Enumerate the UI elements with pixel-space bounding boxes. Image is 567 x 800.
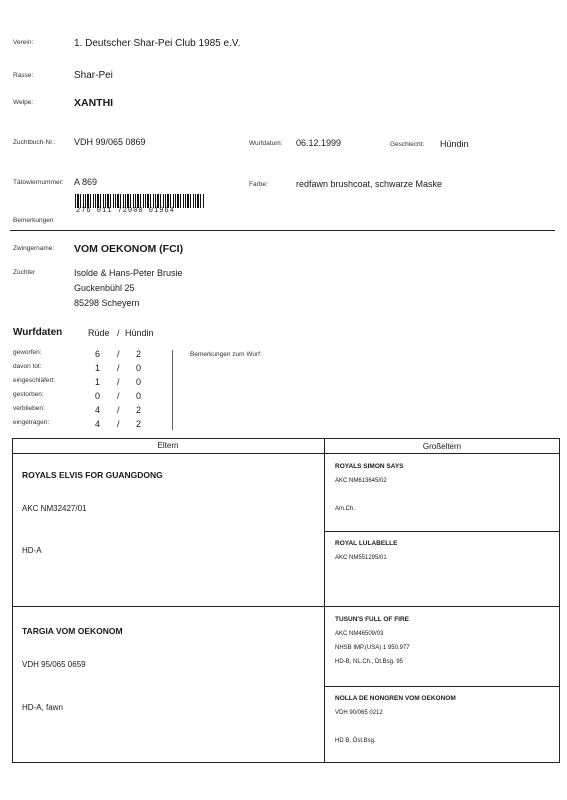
dam-hd: HD-A, fawn [22,703,63,712]
welpe-value: XANTHI [74,97,114,109]
litter-row-sep: / [117,349,120,359]
pedigree-right-border [559,438,560,763]
litter-row-sep: / [117,377,120,387]
gp4-name: NOLLA DE NONGREN VOM OEKONOM [335,695,456,702]
litter-row-rude: 0 [95,391,101,401]
zwingername-label: Zwingername: [13,245,55,252]
litter-row-sep: / [117,391,120,401]
gp2-reg: AKC NM551295/01 [335,555,387,561]
litter-row-huendin: 0 [136,377,142,387]
pedigree-gp-border-1 [324,531,560,532]
litter-row-huendin: 2 [136,419,142,429]
geschlecht-label: Geschlecht: [390,141,425,148]
dam-name: TARGIA VOM OEKONOM [22,626,123,636]
sire-reg: AKC NM32427/01 [22,504,87,513]
litter-row-label: eingeschläfert: [13,377,56,384]
litter-row-sep: / [117,405,120,415]
barcode [75,194,205,208]
taetowier-value: A 869 [74,177,98,187]
litter-row-sep: / [117,419,120,429]
litter-row-huendin: 0 [136,391,142,401]
zuchtbuch-value: VDH 99/065 0869 [74,137,146,147]
rasse-value: Shar-Pei [74,70,113,81]
breeder-line2: Guckenbühl 25 [74,283,135,293]
gp3-extra: HD-B, NL.Ch., Dt.Bsg. 95 [335,659,404,665]
verein-value: 1. Deutscher Shar-Pei Club 1985 e.V. [74,38,241,49]
gp2-name: ROYAL LULABELLE [335,540,398,547]
sire-name: ROYALS ELVIS FOR GUANGDONG [22,470,163,480]
breeder-line3: 85298 Scheyern [74,298,140,308]
grosseltern-header: Großeltern [422,442,462,451]
pedigree-mid-border [12,606,560,607]
zuchtbuch-label: Zuchtbuch-Nr.: [13,139,56,146]
litter-row-rude: 4 [95,419,101,429]
litter-row-rude: 6 [95,349,101,359]
litter-row-rude: 1 [95,377,101,387]
pedigree-header-border [12,453,560,454]
welpe-label: Welpe: [13,99,34,106]
gp3-reg: AKC NM46509/03 [335,631,384,637]
pedigree-gp-border-2 [324,686,560,687]
litter-divider [172,350,173,430]
gp3-reg2: NHSB IMP.(USA) 1 950.977 [335,645,410,651]
geschlecht-value: Hündin [440,139,469,149]
pedigree-col-divider [324,438,325,763]
zwingername-value: VOM OEKONOM (FCI) [74,243,184,255]
breeder-line1: Isolde & Hans-Peter Brusie [74,268,183,278]
gp1-extra: Am.Ch. [335,506,356,512]
wurfdaten-title: Wurfdaten [13,327,63,338]
wurfdatum-label: Wurfdatum: [249,140,283,147]
litter-row-label: gestorben: [13,391,44,398]
wurf-remarks-label: Bemerkungen zum Wurf: [190,351,262,358]
eltern-header: Eltern [157,441,179,450]
litter-row-sep: / [117,363,120,373]
pedigree-top-border [12,438,560,439]
litter-row-label: geworfen: [13,349,42,356]
bemerkungen-label: Bemerkungen [13,217,54,224]
pedigree-bottom-border [12,762,560,763]
litter-row-rude: 1 [95,363,101,373]
litter-row-label: verblieben: [13,405,45,412]
col-rude: Rüde [88,328,110,338]
sire-hd: HD-A [22,546,42,555]
litter-row-label: davon tot: [13,363,42,370]
barcode-number: 276 011 72000 01964 [76,207,175,215]
col-huendin: Hündin [125,328,154,338]
litter-row-rude: 4 [95,405,101,415]
pedigree-left-border [12,438,13,763]
gp4-extra: HD B, Öst.Bsg. [335,738,376,744]
wurfdatum-value: 06.12.1999 [296,138,342,148]
gp4-reg: VDH 90/065 0212 [335,710,383,716]
verein-label: Verein: [13,39,34,46]
litter-row-huendin: 2 [136,349,142,359]
gp1-reg: AKC NM613645/02 [335,478,387,484]
litter-row-huendin: 2 [136,405,142,415]
farbe-label: Farbe: [249,181,268,188]
farbe-value: redfawn brushcoat, schwarze Maske [296,179,443,189]
taetowier-label: Tätowiernummer: [13,179,64,186]
rasse-label: Rasse: [13,72,34,79]
litter-row-huendin: 0 [136,363,142,373]
gp3-name: TUSUN'S FULL OF FIRE [335,616,410,623]
gp1-name: ROYALS SIMON SAYS [335,463,404,470]
section-divider [10,230,555,231]
litter-row-label: eingetragen: [13,419,50,426]
dam-reg: VDH 95/065 0659 [22,660,86,669]
col-slash: / [117,328,120,338]
zuechter-label: Züchter [13,269,36,276]
